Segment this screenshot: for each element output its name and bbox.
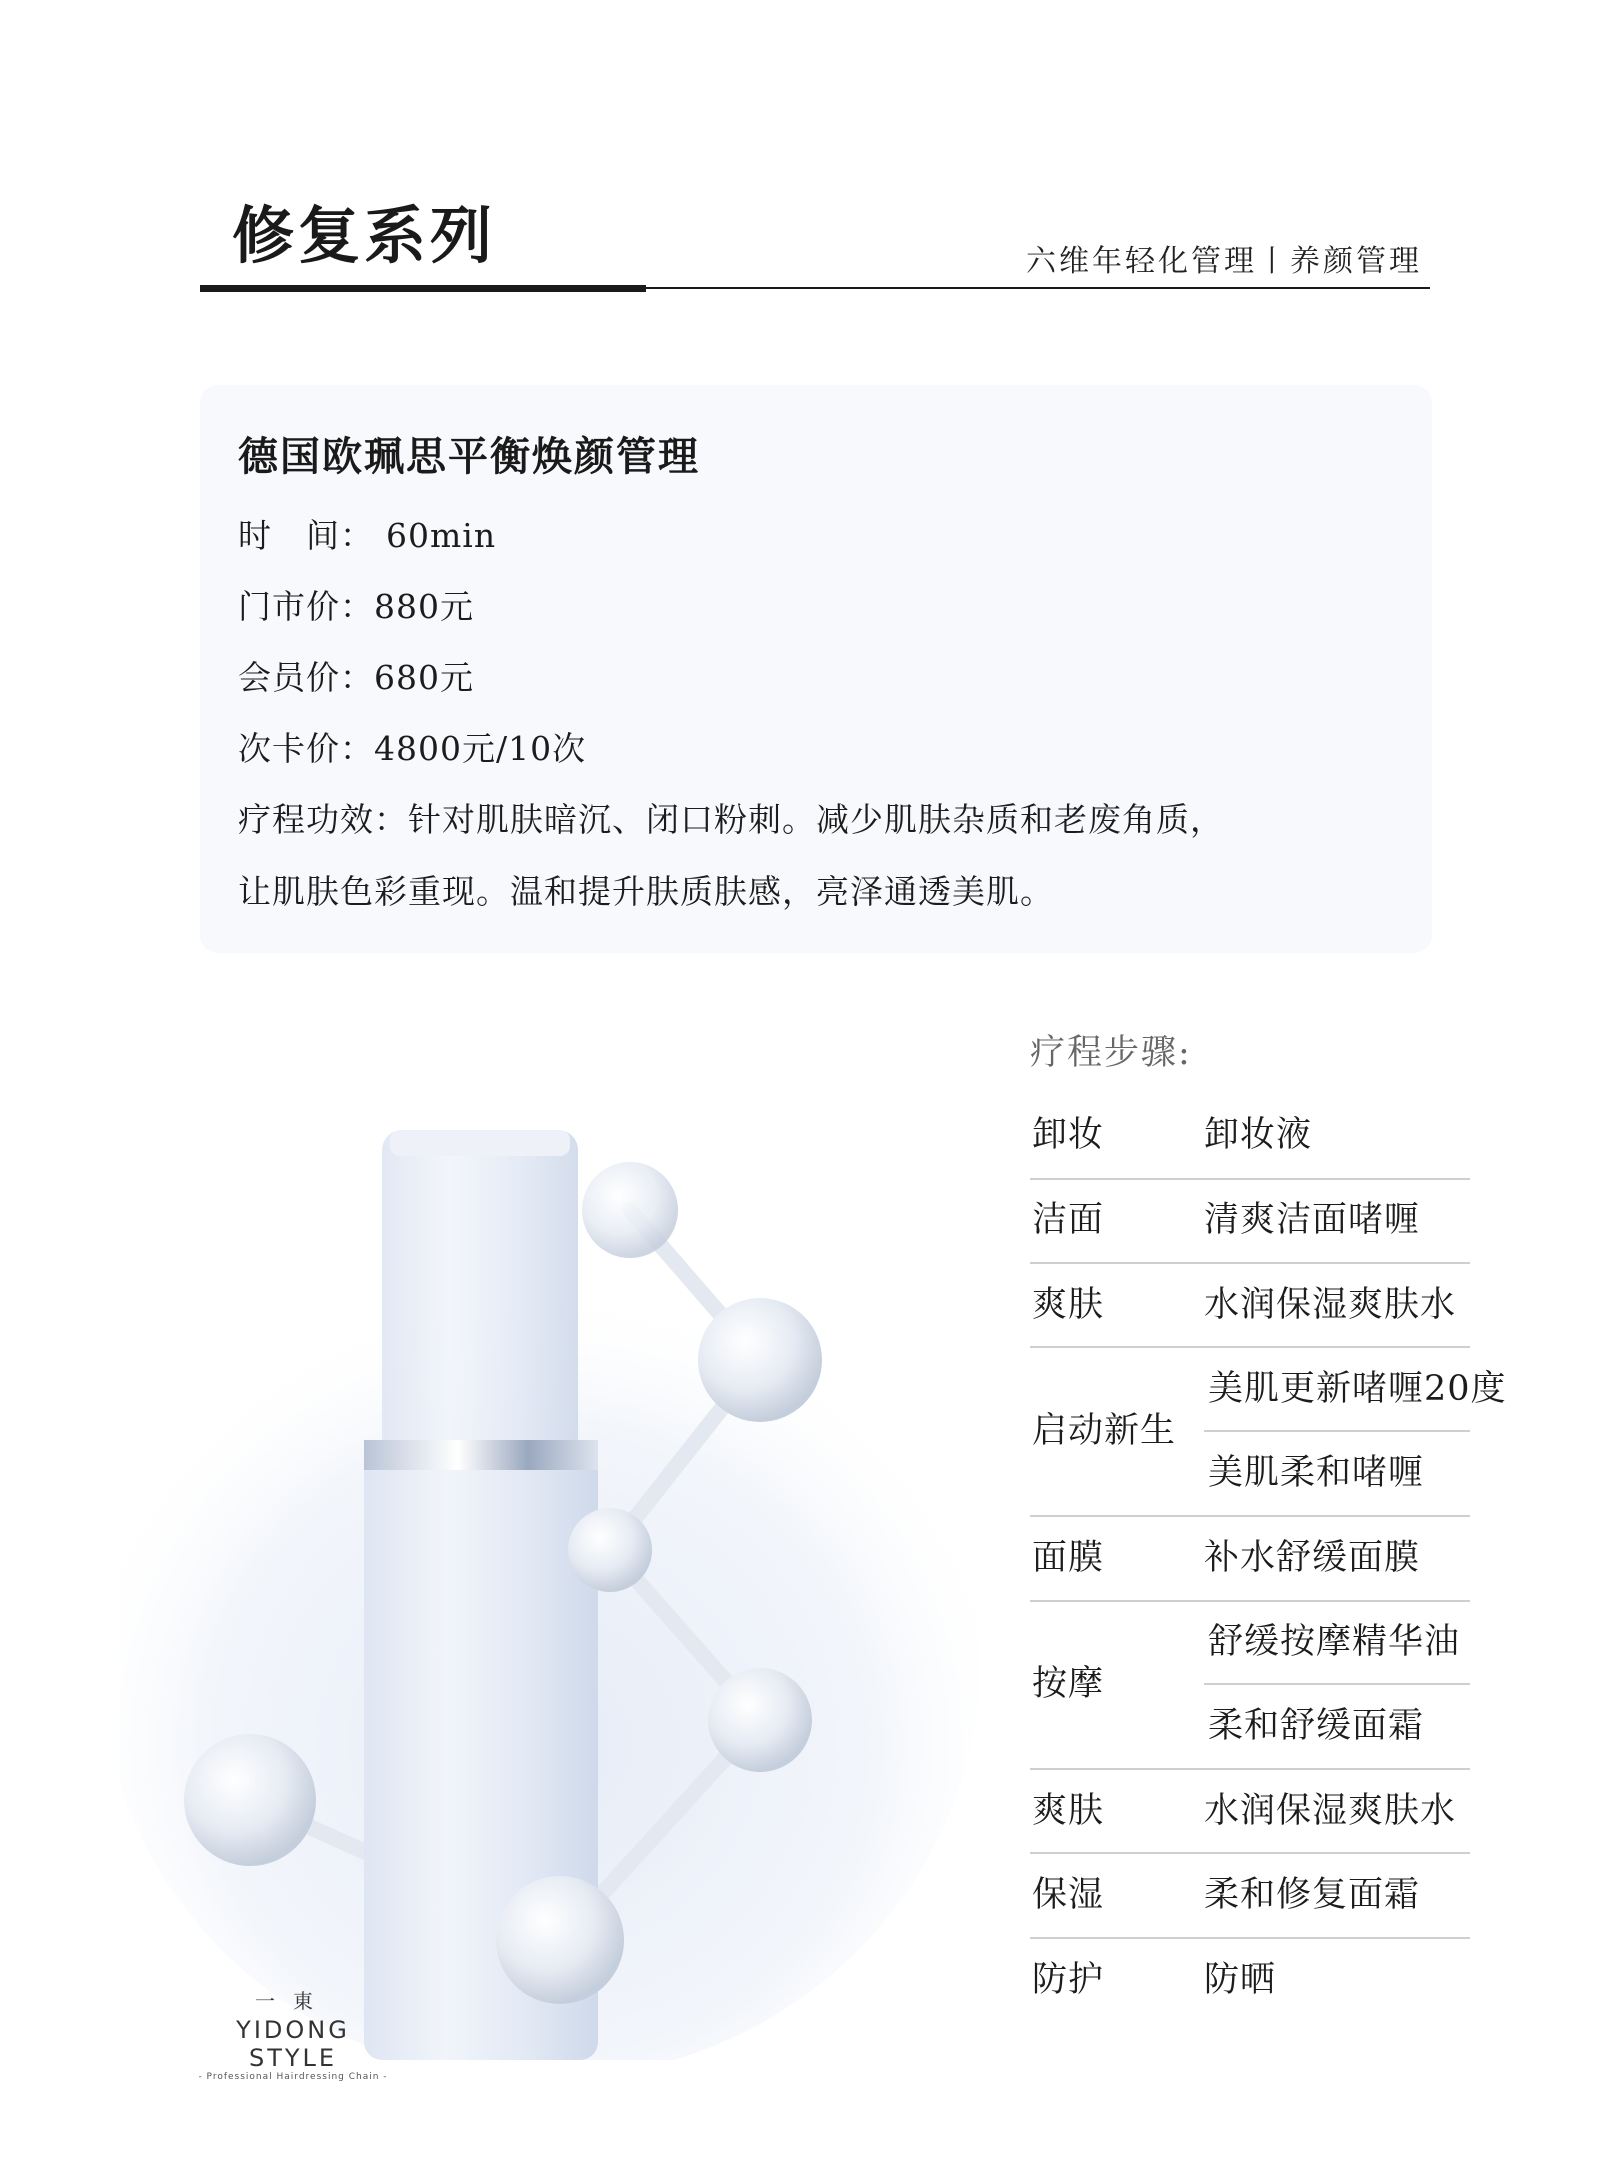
steps-title: 疗程步骤: bbox=[1030, 1033, 1192, 1073]
step-divider bbox=[1030, 1178, 1470, 1180]
step-item: 防晒 bbox=[1204, 1960, 1277, 2000]
time-row bbox=[238, 510, 496, 557]
step-category: 爽肤 bbox=[1032, 1285, 1105, 1325]
step-category: 按摩 bbox=[1032, 1664, 1105, 1704]
step-category: 爽肤 bbox=[1032, 1791, 1105, 1831]
time-value: 60min bbox=[386, 516, 497, 555]
step-divider bbox=[1030, 1515, 1470, 1517]
step-category: 启动新生 bbox=[1032, 1411, 1177, 1451]
effect-row bbox=[238, 794, 1224, 841]
step-item: 清爽洁面啫喱 bbox=[1204, 1200, 1421, 1240]
step-item: 水润保湿爽肤水 bbox=[1204, 1285, 1457, 1325]
step-item: 柔和修复面霜 bbox=[1204, 1875, 1421, 1915]
pack-price-label: 次卡价： bbox=[238, 729, 374, 768]
brand-chinese-name: 一東 bbox=[255, 1989, 331, 2013]
store-price-value: 880元 bbox=[374, 587, 474, 626]
step-divider bbox=[1030, 1768, 1470, 1770]
step-item: 柔和舒缓面霜 bbox=[1208, 1706, 1425, 1746]
step-item: 舒缓按摩精华油 bbox=[1208, 1622, 1461, 1662]
page-subtitle: 六维年轻化管理丨养颜管理 bbox=[1026, 244, 1422, 279]
step-category: 洁面 bbox=[1032, 1200, 1105, 1240]
step-subdivider bbox=[1204, 1430, 1470, 1432]
step-item: 卸妆液 bbox=[1204, 1115, 1313, 1155]
effect-label: 疗程功效： bbox=[238, 800, 408, 839]
step-divider bbox=[1030, 1852, 1470, 1854]
product-bottle-molecule-illustration bbox=[120, 1060, 1000, 2060]
effect-text-line2: 让肌肤色彩重现。温和提升肤质肤感，亮泽通透美肌。 bbox=[238, 872, 1054, 911]
step-subdivider bbox=[1204, 1683, 1470, 1685]
member-price-label: 会员价： bbox=[238, 658, 374, 697]
page-title: 修复系列 bbox=[232, 199, 497, 272]
store-price-label: 门市价： bbox=[238, 587, 374, 626]
header-divider-accent bbox=[200, 285, 646, 292]
step-divider bbox=[1030, 1346, 1470, 1348]
step-item: 美肌更新啫喱20度 bbox=[1208, 1369, 1507, 1409]
step-divider bbox=[1030, 1937, 1470, 1939]
pack-price-row bbox=[238, 723, 586, 770]
member-price-value: 680元 bbox=[374, 658, 474, 697]
step-category: 卸妆 bbox=[1032, 1115, 1105, 1155]
step-category: 保湿 bbox=[1032, 1875, 1105, 1915]
step-item: 水润保湿爽肤水 bbox=[1204, 1791, 1457, 1831]
service-title: 德国欧珮思平衡焕颜管理 bbox=[238, 433, 700, 480]
brand-tagline: - Professional Hairdressing Chain - bbox=[198, 2072, 388, 2082]
brand-name: YIDONG STYLE bbox=[236, 2016, 350, 2072]
step-item: 补水舒缓面膜 bbox=[1204, 1538, 1421, 1578]
store-price-row bbox=[238, 581, 474, 628]
brand-logo bbox=[198, 1985, 388, 2082]
step-item: 美肌柔和啫喱 bbox=[1208, 1453, 1425, 1493]
time-label: 时 间： bbox=[238, 516, 374, 555]
member-price-row bbox=[238, 652, 474, 699]
effect-text-line1: 针对肌肤暗沉、闭口粉刺。减少肌肤杂质和老废角质， bbox=[408, 800, 1224, 839]
pack-price-value: 4800元/10次 bbox=[374, 729, 587, 768]
step-divider bbox=[1030, 1600, 1470, 1602]
step-category: 面膜 bbox=[1032, 1538, 1105, 1578]
step-divider bbox=[1030, 1262, 1470, 1264]
step-category: 防护 bbox=[1032, 1960, 1105, 2000]
